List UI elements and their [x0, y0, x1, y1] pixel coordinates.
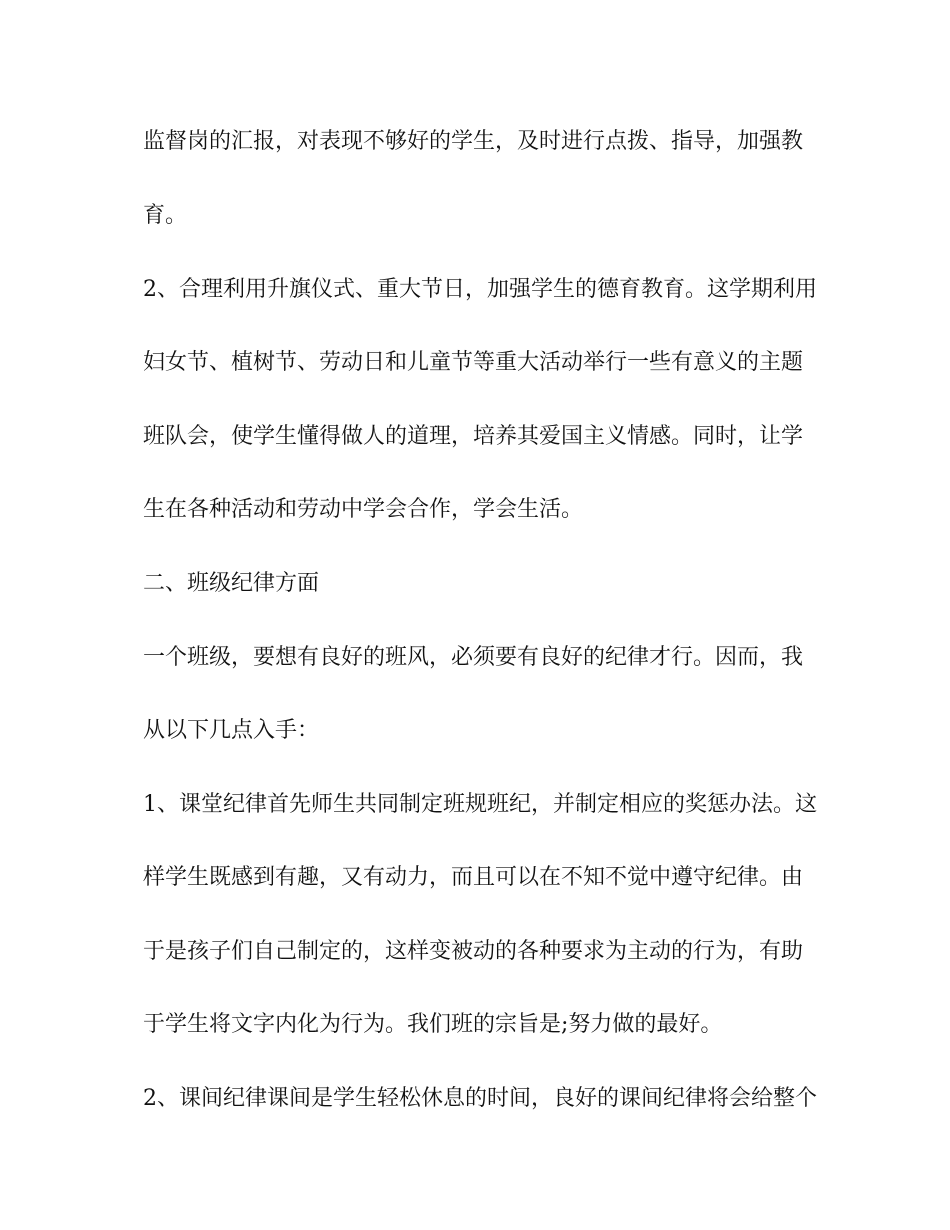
text-line: 从以下几点入手： — [143, 718, 320, 743]
text-line: 于学生将文字内化为行为。我们班的宗旨是;努力做的最好。 — [143, 1012, 723, 1037]
text-line: 监督岗的汇报，对表现不够好的学生，及时进行点拨、指导，加强教 — [143, 129, 804, 154]
section-heading: 二、班级纪律方面 — [143, 571, 320, 596]
text-line: 1、课堂纪律首先师生共同制定班规班纪，并制定相应的奖惩办法。这 — [143, 792, 817, 817]
text-line: 妇女节、植树节、劳动日和儿童节等重大活动举行一些有意义的主题 — [143, 350, 804, 375]
text-line: 样学生既感到有趣，又有动力，而且可以在不知不觉中遵守纪律。由 — [143, 865, 804, 890]
text-line: 2、课间纪律课间是学生轻松休息的时间，良好的课间纪律将会给整个 — [143, 1086, 817, 1111]
text-line: 于是孩子们自己制定的，这样变被动的各种要求为主动的行为，有助 — [143, 939, 804, 964]
text-line: 一个班级，要想有良好的班风，必须要有良好的纪律才行。因而，我 — [143, 645, 804, 670]
text-line: 班队会，使学生懂得做人的道理，培养其爱国主义情感。同时，让学 — [143, 424, 804, 449]
text-line: 2、合理利用升旗仪式、重大节日，加强学生的德育教育。这学期利用 — [143, 277, 817, 302]
text-line: 育。 — [143, 203, 188, 228]
text-line: 生在各种活动和劳动中学会合作，学会生活。 — [143, 497, 584, 522]
